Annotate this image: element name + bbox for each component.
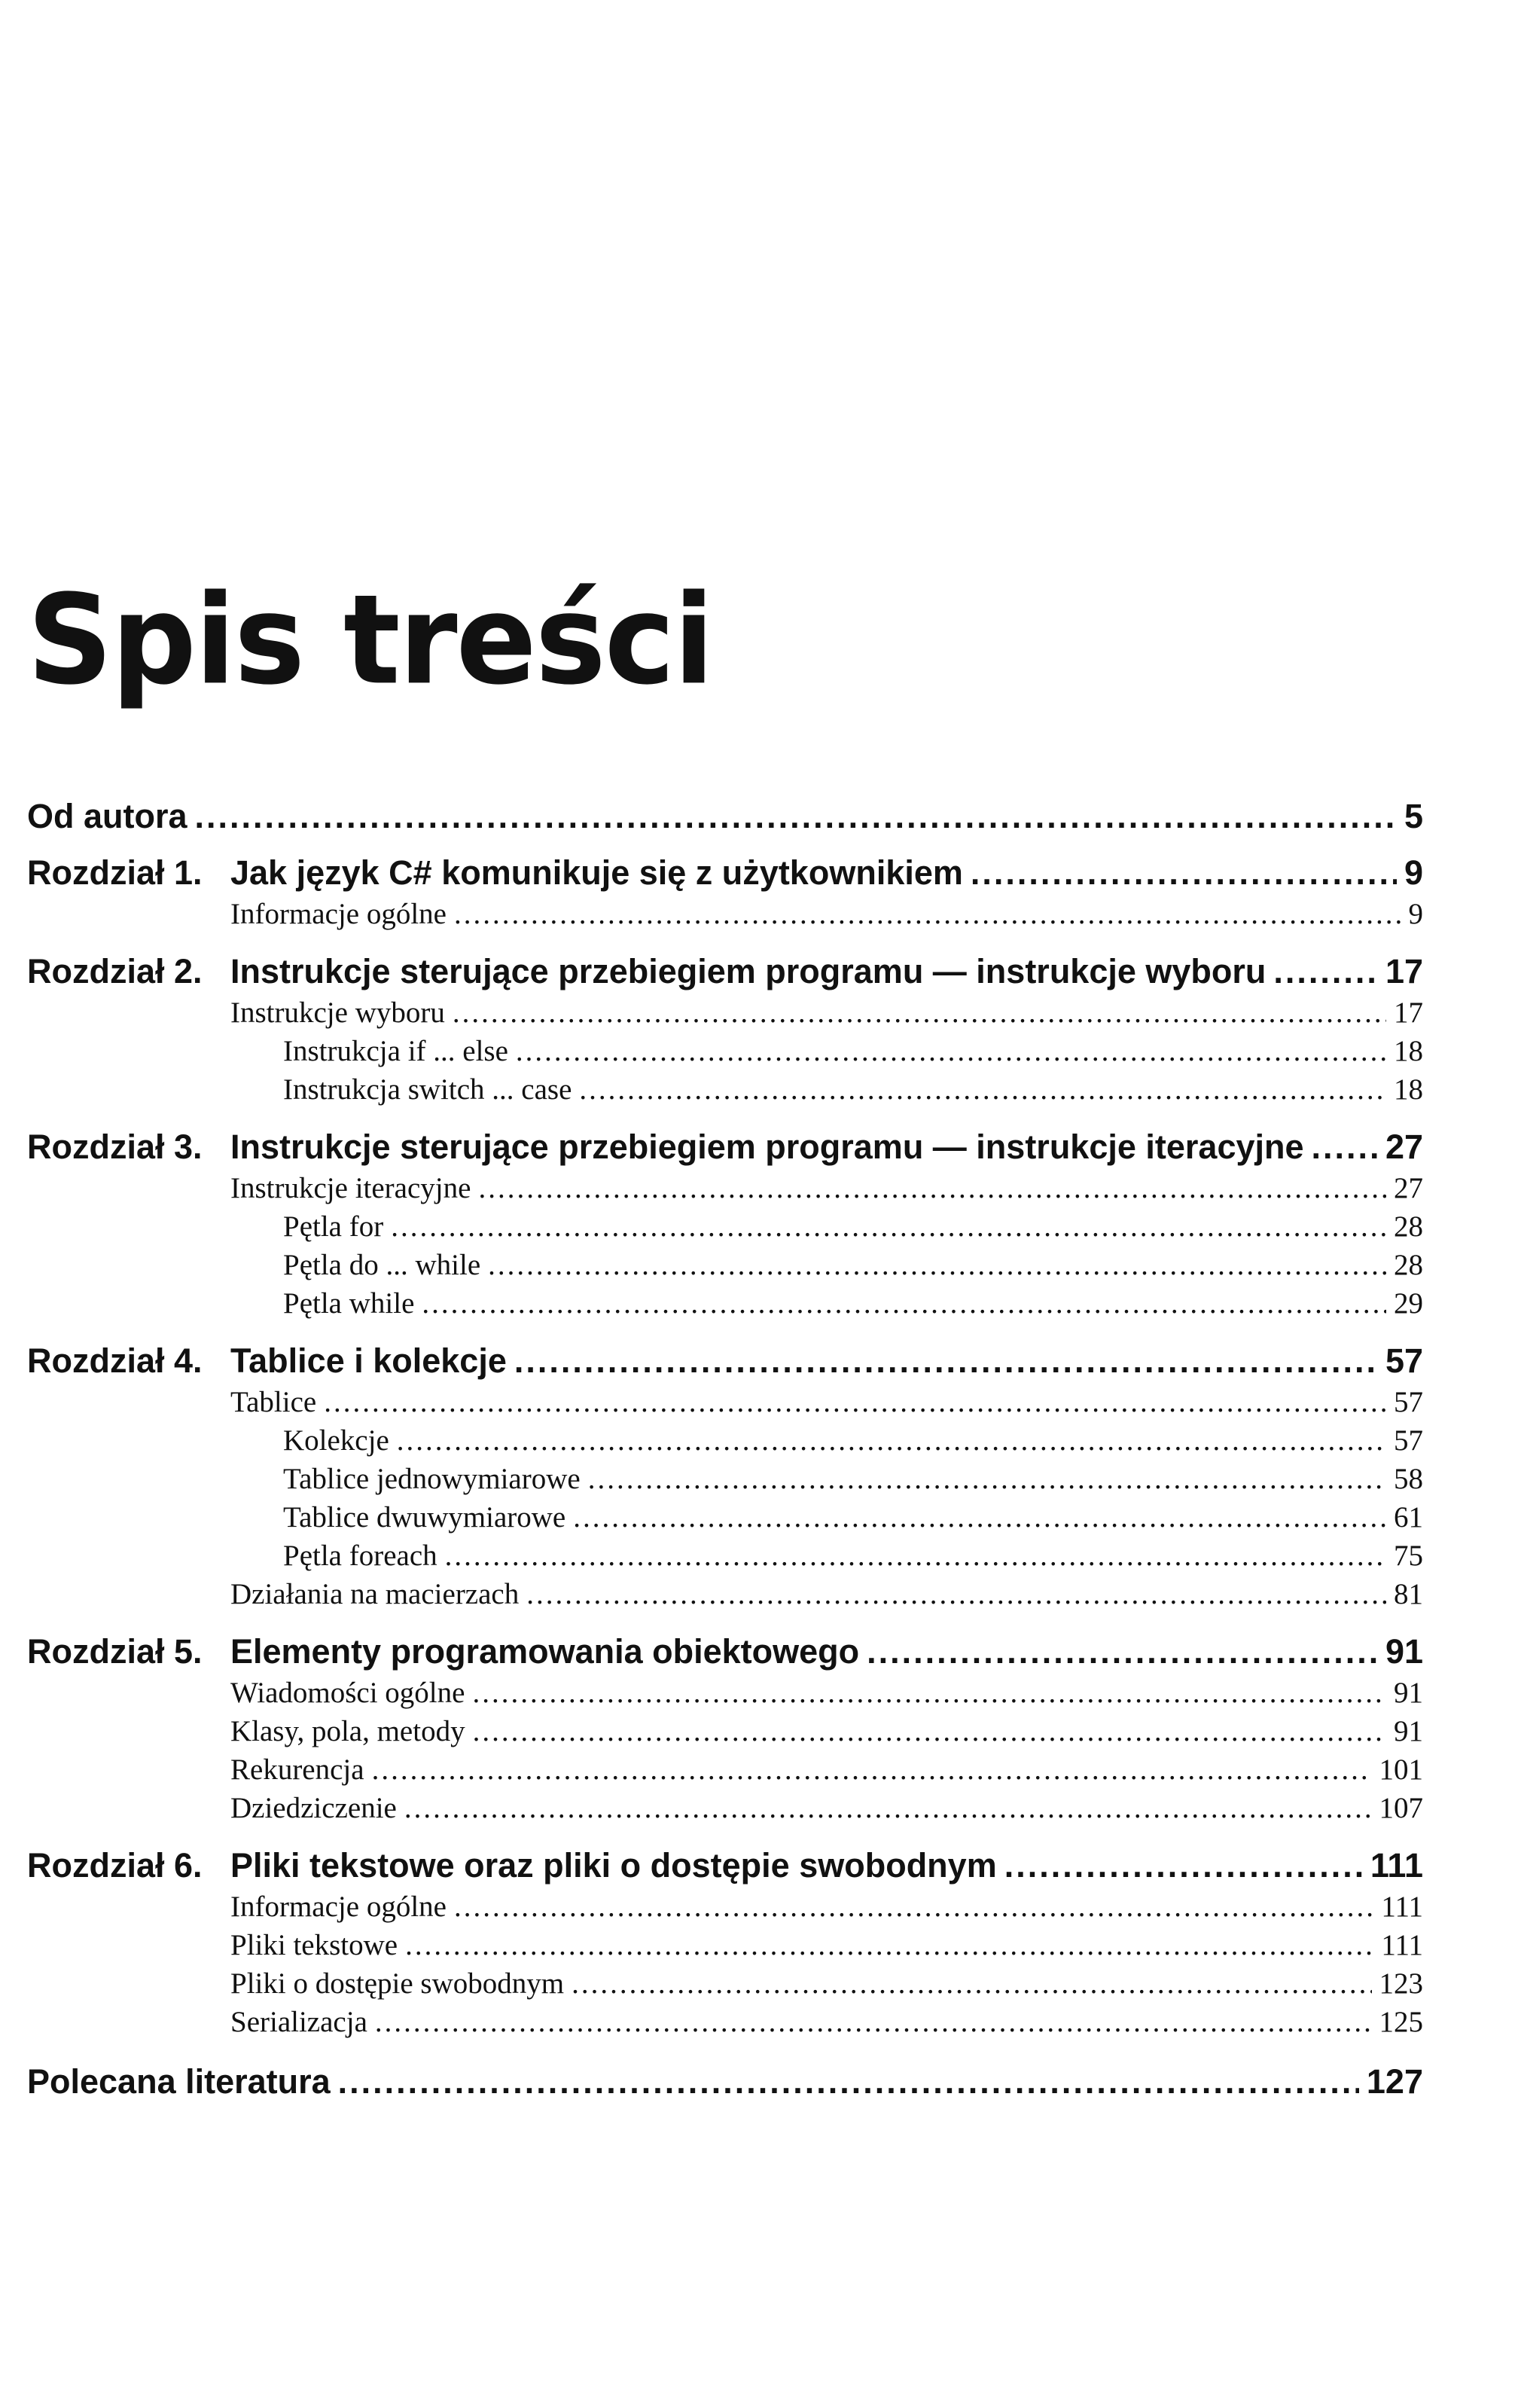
dot-leader xyxy=(867,1630,1378,1674)
dot-leader xyxy=(1273,950,1378,993)
dot-leader xyxy=(1004,1844,1363,1888)
dot-leader xyxy=(397,1421,1386,1460)
toc-section[interactable] xyxy=(27,1674,1423,1712)
chapter-title: Instrukcje sterujące przebiegiem programu — instrukcje iteracyjne xyxy=(230,1128,1304,1166)
dot-leader xyxy=(454,895,1401,933)
page-number: 27 xyxy=(1385,1128,1423,1166)
dot-leader xyxy=(324,1383,1386,1421)
page-number: 28 xyxy=(1394,1210,1423,1243)
page-number: 9 xyxy=(1404,853,1423,892)
page-number: 111 xyxy=(1381,1891,1423,1923)
dot-leader xyxy=(445,1537,1386,1575)
page-number: 18 xyxy=(1394,1035,1423,1067)
chapter-label: Rozdział 3. xyxy=(27,1128,203,1166)
page-number: 125 xyxy=(1379,2006,1423,2038)
dot-leader xyxy=(478,1169,1386,1207)
toc-subsection[interactable] xyxy=(27,1246,1423,1284)
toc-subsection[interactable] xyxy=(27,1207,1423,1246)
chapter-title: Instrukcje sterujące przebiegiem programu — instrukcje wyboru xyxy=(230,952,1267,990)
dot-leader xyxy=(472,1674,1386,1712)
section-title: Działania na macierzach xyxy=(230,1578,520,1610)
page-number: 91 xyxy=(1394,1715,1423,1747)
toc-section[interactable] xyxy=(27,1926,1423,1964)
subsection-title: Kolekcje xyxy=(283,1424,389,1457)
page-number: 91 xyxy=(1385,1632,1423,1671)
dot-leader xyxy=(372,1750,1372,1789)
page-number: 28 xyxy=(1394,1249,1423,1281)
table-of-contents xyxy=(27,792,1423,2106)
toc-section[interactable] xyxy=(27,1750,1423,1789)
subsection-title: Tablice dwuwymiarowe xyxy=(283,1501,566,1534)
toc-section[interactable] xyxy=(27,1712,1423,1750)
section-title: Informacje ogólne xyxy=(230,898,447,930)
subsection-title: Pętla do ... while xyxy=(283,1249,481,1281)
dot-leader xyxy=(573,1498,1386,1537)
toc-section[interactable] xyxy=(27,1383,1423,1421)
toc-subsection[interactable] xyxy=(27,1284,1423,1323)
toc-chapter-1[interactable] xyxy=(27,851,1423,895)
dot-leader xyxy=(338,2058,1359,2106)
chapter-label: Rozdział 2. xyxy=(27,952,203,990)
dot-leader xyxy=(195,792,1397,841)
page-number: 75 xyxy=(1394,1540,1423,1572)
chapter-label: Rozdział 4. xyxy=(27,1341,203,1380)
dot-leader xyxy=(404,1789,1372,1827)
section-title: Informacje ogólne xyxy=(230,1891,447,1923)
section-title: Instrukcje wyboru xyxy=(230,996,445,1029)
toc-subsection[interactable] xyxy=(27,1421,1423,1460)
page-number: 61 xyxy=(1394,1501,1423,1534)
toc-subsection[interactable] xyxy=(27,1070,1423,1109)
dot-leader xyxy=(572,1964,1371,2003)
toc-subsection[interactable] xyxy=(27,1460,1423,1498)
toc-entry-title: Polecana literatura xyxy=(27,2062,331,2101)
toc-subsection[interactable] xyxy=(27,1537,1423,1575)
page-number: 123 xyxy=(1379,1967,1423,2000)
dot-leader xyxy=(514,1339,1378,1383)
page-number: 58 xyxy=(1394,1463,1423,1495)
toc-section[interactable] xyxy=(27,1888,1423,1926)
dot-leader xyxy=(453,993,1386,1032)
page-number: 17 xyxy=(1394,996,1423,1029)
toc-entry-title: Od autora xyxy=(27,797,187,835)
subsection-title: Pętla for xyxy=(283,1210,384,1243)
page-number: 18 xyxy=(1394,1073,1423,1106)
subsection-title: Instrukcja if ... else xyxy=(283,1035,508,1067)
dot-leader xyxy=(579,1070,1386,1109)
subsection-title: Pętla foreach xyxy=(283,1540,437,1572)
section-title: Serializacja xyxy=(230,2006,367,2038)
page-number: 5 xyxy=(1404,797,1423,835)
chapter-label: Rozdział 1. xyxy=(27,853,203,892)
toc-section[interactable] xyxy=(27,1789,1423,1827)
page-number: 107 xyxy=(1379,1792,1423,1824)
dot-leader xyxy=(1312,1125,1378,1169)
toc-section[interactable] xyxy=(27,993,1423,1032)
toc-chapter-2[interactable] xyxy=(27,950,1423,993)
toc-chapter-6[interactable] xyxy=(27,1844,1423,1888)
toc-section[interactable] xyxy=(27,1964,1423,2003)
dot-leader xyxy=(516,1032,1386,1070)
toc-section[interactable] xyxy=(27,895,1423,933)
page-number: 127 xyxy=(1366,2062,1423,2101)
chapter-label: Rozdział 5. xyxy=(27,1632,203,1671)
section-title: Instrukcje iteracyjne xyxy=(230,1172,471,1204)
page-number: 9 xyxy=(1408,898,1423,930)
section-title: Tablice xyxy=(230,1386,317,1418)
page-number: 101 xyxy=(1379,1753,1423,1786)
chapter-label: Rozdział 6. xyxy=(27,1846,203,1885)
page-number: 81 xyxy=(1394,1578,1423,1610)
dot-leader xyxy=(473,1712,1386,1750)
page-number: 91 xyxy=(1394,1677,1423,1709)
subsection-title: Instrukcja switch ... case xyxy=(283,1073,572,1106)
section-title: Pliki o dostępie swobodnym xyxy=(230,1967,565,2000)
dot-leader xyxy=(526,1575,1386,1613)
page-number: 29 xyxy=(1394,1287,1423,1320)
toc-entry-outro[interactable] xyxy=(27,2058,1423,2106)
subsection-title: Tablice jednowymiarowe xyxy=(283,1463,581,1495)
toc-section[interactable] xyxy=(27,1575,1423,1613)
section-title: Dziedziczenie xyxy=(230,1792,397,1824)
page-number: 111 xyxy=(1370,1846,1423,1885)
subsection-title: Pętla while xyxy=(283,1287,415,1320)
dot-leader xyxy=(971,851,1397,895)
section-title: Klasy, pola, metody xyxy=(230,1715,465,1747)
chapter-title: Jak język C# komunikuje się z użytkownikiem xyxy=(230,853,963,892)
toc-chapter-4[interactable] xyxy=(27,1339,1423,1383)
toc-chapter-3[interactable] xyxy=(27,1125,1423,1169)
toc-subsection[interactable] xyxy=(27,1498,1423,1537)
dot-leader xyxy=(405,1926,1373,1964)
dot-leader xyxy=(588,1460,1386,1498)
toc-entry-intro[interactable] xyxy=(27,792,1423,841)
dot-leader xyxy=(422,1284,1386,1323)
dot-leader xyxy=(375,2003,1372,2041)
toc-section[interactable] xyxy=(27,2003,1423,2041)
page-number: 57 xyxy=(1394,1386,1423,1418)
chapter-title: Elementy programowania obiektowego xyxy=(230,1632,860,1671)
toc-section[interactable] xyxy=(27,1169,1423,1207)
section-title: Rekurencja xyxy=(230,1753,364,1786)
toc-chapter-5[interactable] xyxy=(27,1630,1423,1674)
section-title: Pliki tekstowe xyxy=(230,1929,398,1961)
chapter-title: Pliki tekstowe oraz pliki o dostępie swobodnym xyxy=(230,1846,997,1885)
page-number: 17 xyxy=(1385,952,1423,990)
toc-subsection[interactable] xyxy=(27,1032,1423,1070)
page-number: 57 xyxy=(1385,1341,1423,1380)
section-title: Wiadomości ogólne xyxy=(230,1677,465,1709)
chapter-title: Tablice i kolekcje xyxy=(230,1341,507,1380)
page-title: Spis treści xyxy=(27,568,713,713)
dot-leader xyxy=(488,1246,1386,1284)
dot-leader xyxy=(391,1207,1386,1246)
page-number: 27 xyxy=(1394,1172,1423,1204)
page-number: 111 xyxy=(1381,1929,1423,1961)
dot-leader xyxy=(454,1888,1373,1926)
page-number: 57 xyxy=(1394,1424,1423,1457)
